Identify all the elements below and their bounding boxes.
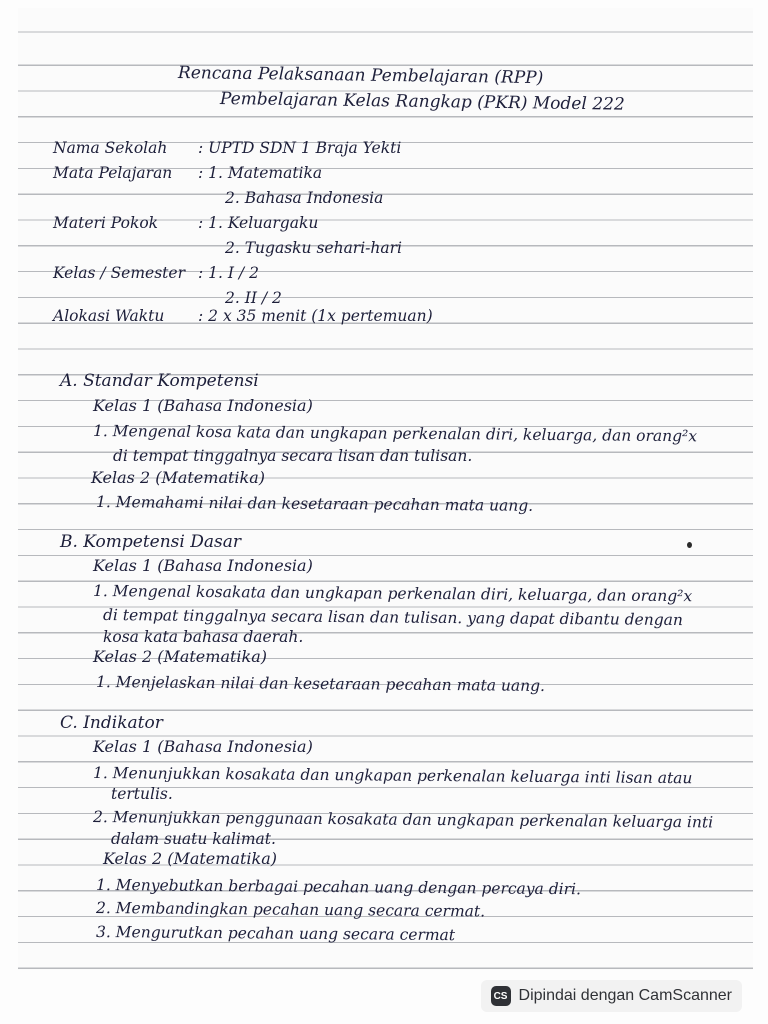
section-b-kelas-1-item-line-2: di tempat tinggalnya secara lisan dan tulisan. yang dapat dibantu dengan — [102, 606, 683, 630]
label-nama-sekolah: Nama Sekolah — [53, 139, 168, 157]
camscanner-label: Dipindai dengan CamScanner — [518, 987, 732, 1004]
value-mata-pelajaran-2: 2. Bahasa Indonesia — [225, 189, 384, 207]
section-c-item-2-line-2: dalam suatu kalimat. — [111, 830, 276, 848]
section-b-kelas-1-item-line-1: 1. Mengenal kosakata dan ungkapan perkenalan diri, keluarga, dan orang²x — [92, 582, 693, 606]
document-title-line-1: Rencana Pelaksanaan Pembelajaran (RPP) — [177, 63, 544, 89]
section-c-item-1-line-2: tertulis. — [111, 785, 173, 803]
section-b-heading: B. Kompetensi Dasar — [60, 532, 241, 552]
section-c-item-5: 3. Mengurutkan pecahan uang secara cermat — [95, 923, 456, 945]
label-materi-pokok: Materi Pokok — [53, 214, 159, 232]
section-c-item-4: 2. Membandingkan pecahan uang secara cermat. — [95, 899, 486, 921]
ink-dot-mark — [687, 542, 692, 548]
document-title-line-2: Pembelajaran Kelas Rangkap (PKR) Model 222 — [219, 89, 625, 115]
value-kelas-semester-2: 2. II / 2 — [225, 289, 282, 307]
value-mata-pelajaran-1: : 1. Matematika — [198, 164, 323, 182]
section-b-kelas-1-item-line-3: kosa kata bahasa daerah. — [103, 628, 304, 646]
section-b-kelas-2-item: 1. Menjelaskan nilai dan kesetaraan pecahan mata uang. — [95, 673, 546, 695]
lined-paper — [18, 8, 753, 970]
section-b-kelas-1: Kelas 1 (Bahasa Indonesia) — [93, 556, 313, 575]
camscanner-logo-icon: CS — [491, 986, 511, 1006]
value-materi-pokok-2: 2. Tugasku sehari-hari — [225, 239, 403, 257]
section-c-kelas-2: Kelas 2 (Matematika) — [103, 849, 278, 868]
section-c-item-3: 1. Menyebutkan berbagai pecahan uang dengan percaya diri. — [95, 876, 582, 899]
value-alokasi-waktu: : 2 x 35 menit (1x pertemuan) — [198, 307, 433, 325]
section-b-kelas-2: Kelas 2 (Matematika) — [93, 647, 268, 666]
section-a-kelas-2-item: 1. Memahami nilai dan kesetaraan pecahan mata uang. — [95, 493, 534, 515]
value-nama-sekolah: : UPTD SDN 1 Braja Yekti — [198, 139, 402, 157]
section-c-kelas-1: Kelas 1 (Bahasa Indonesia) — [93, 737, 313, 756]
section-c-heading: C. Indikator — [60, 713, 163, 733]
label-alokasi-waktu: Alokasi Waktu — [53, 307, 165, 325]
camscanner-badge — [481, 980, 742, 1012]
section-c-item-1-line-1: 1. Menunjukkan kosakata dan ungkapan perkenalan keluarga inti lisan atau — [92, 764, 693, 788]
section-a-kelas-1-item-line-2: di tempat tinggalnya secara lisan dan tulisan. — [113, 447, 473, 465]
section-a-kelas-1: Kelas 1 (Bahasa Indonesia) — [93, 396, 313, 415]
label-mata-pelajaran: Mata Pelajaran — [53, 164, 173, 182]
value-materi-pokok-1: : 1. Keluargaku — [198, 214, 319, 232]
section-a-kelas-2: Kelas 2 (Matematika) — [91, 468, 266, 487]
label-kelas-semester: Kelas / Semester — [53, 264, 185, 282]
section-a-kelas-1-item-line-1: 1. Mengenal kosa kata dan ungkapan perkenalan diri, keluarga, dan orang²x — [92, 422, 698, 446]
section-a-heading: A. Standar Kompetensi — [60, 371, 259, 391]
section-c-item-2-line-1: 2. Menunjukkan penggunaan kosakata dan ungkapan perkenalan keluarga inti — [92, 808, 714, 832]
value-kelas-semester-1: : 1. I / 2 — [198, 264, 259, 282]
